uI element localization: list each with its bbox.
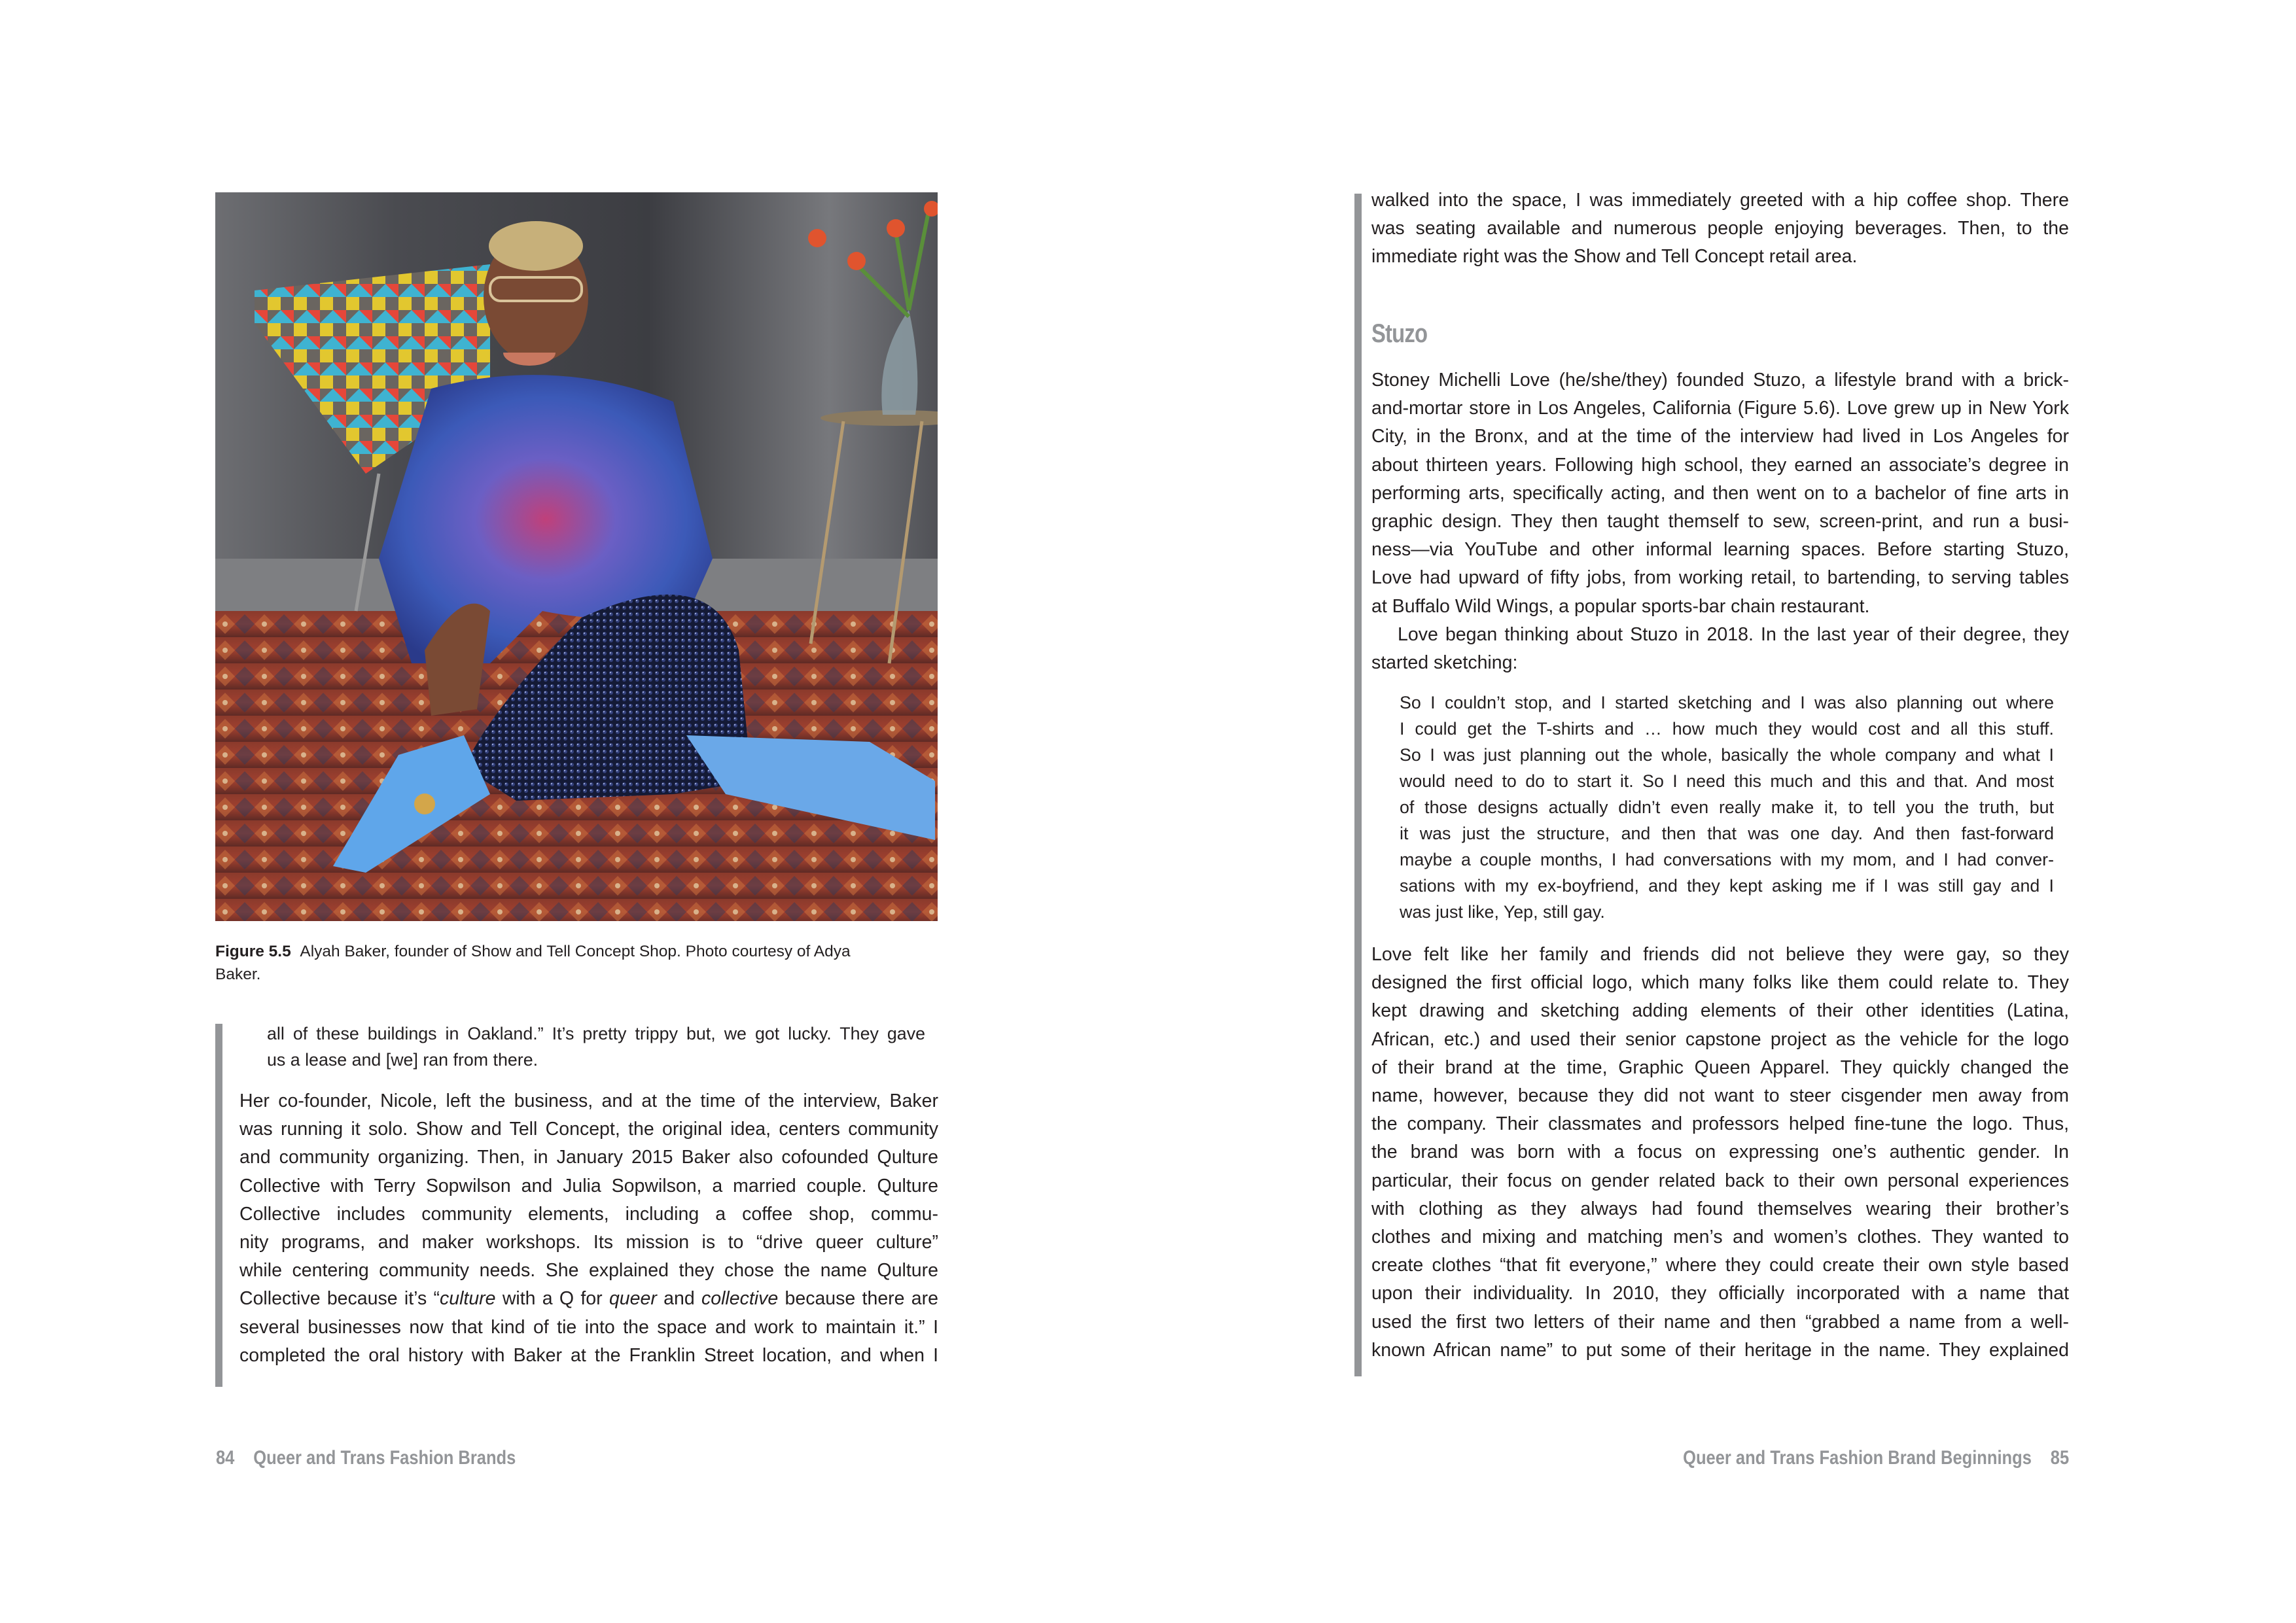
quote-line: maybe a couple months, I had conversations with my mom, and I had conver-: [1400, 850, 2054, 869]
quote-line: I could get the T-shirts and … how much they would cost and all this stuff.: [1400, 719, 2054, 739]
quote-line: all of these buildings in Oakland.” It’s pretty trippy but, we got lucky. They gave: [267, 1024, 925, 1043]
right-page-footer: [1683, 1447, 2069, 1469]
stuzo-paragraph-1: [1371, 366, 2069, 677]
right-intro-paragraph: [1371, 186, 2069, 271]
body-line: performing arts, specifically acting, and then went on to a bachelor of fine arts in: [1371, 482, 2069, 504]
left-quote-bar: [215, 1024, 222, 1387]
left-page-footer: [216, 1447, 516, 1469]
body-line: upon their individuality. In 2010, they officially incorporated with a name that: [1371, 1283, 2069, 1304]
body-line: and-mortar store in Los Angeles, California (Figure 5.6). Love grew up in New York: [1371, 398, 2069, 419]
body-line: completed the oral history with Baker at the Franklin Street location, and when I: [239, 1344, 938, 1366]
quote-line: it was just the structure, and then that was one day. And then fast-forward: [1400, 824, 2054, 843]
text-run: with a Q for: [495, 1288, 609, 1310]
running-head: Queer and Trans Fashion Brand Beginnings: [1682, 1447, 2032, 1469]
body-line: immediate right was the Show and Tell Concept retail area.: [1371, 246, 1858, 268]
body-line: of their brand at the time, Graphic Queen Apparel. They quickly changed the: [1371, 1056, 2069, 1078]
italic-culture: culture: [439, 1288, 496, 1310]
text-run: because there are: [778, 1288, 938, 1310]
section-heading-stuzo: Stuzo: [1371, 319, 1428, 348]
body-line: several businesses now that kind of tie into the space and work to maintain it.” I: [239, 1316, 938, 1338]
photo-illustration: [215, 192, 938, 921]
body-line: City, in the Bronx, and at the time of the interview had lived in Los Angeles for: [1371, 426, 2069, 447]
body-line: about thirteen years. Following high school, they earned an associate’s degree in: [1371, 454, 2069, 476]
stuzo-block-quote: [1400, 689, 2054, 925]
body-line: and community organizing. Then, in January 2015 Baker also cofounded Qulture: [239, 1147, 938, 1168]
body-line: Love felt like her family and friends did not believe they were gay, so they: [1371, 944, 2069, 965]
body-line: kept drawing and sketching adding elements of their other identities (Latina,: [1371, 1000, 2069, 1022]
text-run: Collective because it’s “: [239, 1288, 440, 1310]
quote-line: us a lease and [we] ran from there.: [267, 1050, 539, 1070]
figure-5-5-photo: [215, 192, 938, 921]
body-line: Collective with Terry Sopwilson and Julia Sopwilson, a married couple. Qulture: [239, 1175, 938, 1196]
caption-text: Alyah Baker, founder of Show and Tell Concept Shop. Photo courtesy of Adya: [300, 943, 851, 960]
figure-label: Figure 5.5: [215, 943, 291, 960]
body-line: create clothes “that fit everyone,” where they could create their own style based: [1371, 1255, 2069, 1276]
body-line: while centering community needs. She explained they chose the name Qulture: [239, 1260, 938, 1282]
body-line: walked into the space, I was immediately greeted with a hip coffee shop. There: [1371, 190, 2069, 211]
body-line: Stoney Michelli Love (he/she/they) founded Stuzo, a lifestyle brand with a brick-: [1371, 370, 2069, 391]
page-number: 85: [2050, 1447, 2069, 1469]
quote-line: sations with my ex-boyfriend, and they kept asking me if I was still gay and I: [1400, 876, 2054, 896]
text-run: and: [656, 1288, 701, 1310]
body-line: Her co-founder, Nicole, left the business, and at the time of the interview, Baker: [239, 1091, 938, 1111]
page-number: 84: [216, 1447, 235, 1469]
body-line: known African name” to put some of their heritage in the name. They explained: [1371, 1339, 2069, 1361]
body-line: Love had upward of fifty jobs, from working retail, to bartending, to serving tables: [1371, 567, 2069, 589]
quote-line: of those designs actually didn’t even really make it, to tell you the truth, but: [1400, 797, 2054, 817]
body-line: the brand was born with a focus on expressing one’s authentic gender. In: [1371, 1142, 2069, 1163]
body-line: Love began thinking about Stuzo in 2018. In the last year of their degree, they: [1398, 623, 2069, 645]
body-line: nity programs, and maker workshops. Its mission is to “drive queer culture”: [239, 1232, 938, 1253]
body-line: particular, their focus on gender related back to their own personal experiences: [1371, 1170, 2069, 1191]
quote-line: was just like, Yep, still gay.: [1400, 902, 1605, 922]
quote-line: So I couldn’t stop, and I started sketching and I was also planning out where: [1400, 693, 2054, 712]
quote-line: So I was just planning out the whole, basically the whole company and what I: [1400, 745, 2054, 765]
body-line: the company. Their classmates and professors helped fine-tune the logo. Thus,: [1371, 1113, 2069, 1135]
body-line: started sketching:: [1371, 652, 1518, 674]
body-line: name, however, because they did not want to steer cisgender men away from: [1371, 1085, 2069, 1107]
body-line: was seating available and numerous people enjoying beverages. Then, to the: [1371, 218, 2069, 239]
stuzo-paragraph-3: [1371, 941, 2069, 1365]
body-line: used the first two letters of their name and then “grabbed a name from a well-: [1371, 1311, 2069, 1333]
figure-caption: [215, 940, 942, 986]
right-margin-bar: [1354, 194, 1362, 1376]
body-line: clothes and mixing and matching men’s and women’s clothes. They wanted to: [1371, 1227, 2069, 1248]
body-line: designed the first official logo, which many folks like them could relate to. They: [1371, 972, 2069, 994]
body-line: was running it solo. Show and Tell Concept, the original idea, centers community: [239, 1119, 938, 1140]
running-head: Queer and Trans Fashion Brands: [253, 1447, 516, 1469]
body-line: ness—via YouTube and other informal learning spaces. Before starting Stuzo,: [1371, 539, 2069, 561]
italic-collective: collective: [701, 1288, 779, 1310]
body-line: at Buffalo Wild Wings, a popular sports-bar chain restaurant.: [1371, 595, 1870, 617]
body-line-italics: [239, 1285, 938, 1313]
body-line: African, etc.) and used their senior capstone project as the vehicle for the logo: [1371, 1028, 2069, 1050]
caption-text-cont: Baker.: [215, 966, 261, 983]
body-line: with clothing as they always had found themselves wearing their brother’s: [1371, 1198, 2069, 1219]
left-body-paragraph: [239, 1087, 938, 1370]
italic-queer: queer: [609, 1288, 657, 1310]
left-block-quote: [267, 1021, 925, 1073]
body-line: Collective includes community elements, including a coffee shop, commu-: [239, 1203, 938, 1225]
body-line: graphic design. They then taught themself to sew, screen-print, and run a busi-: [1371, 511, 2069, 532]
quote-line: would need to do to start it. So I need this much and this and that. And most: [1400, 771, 2054, 791]
